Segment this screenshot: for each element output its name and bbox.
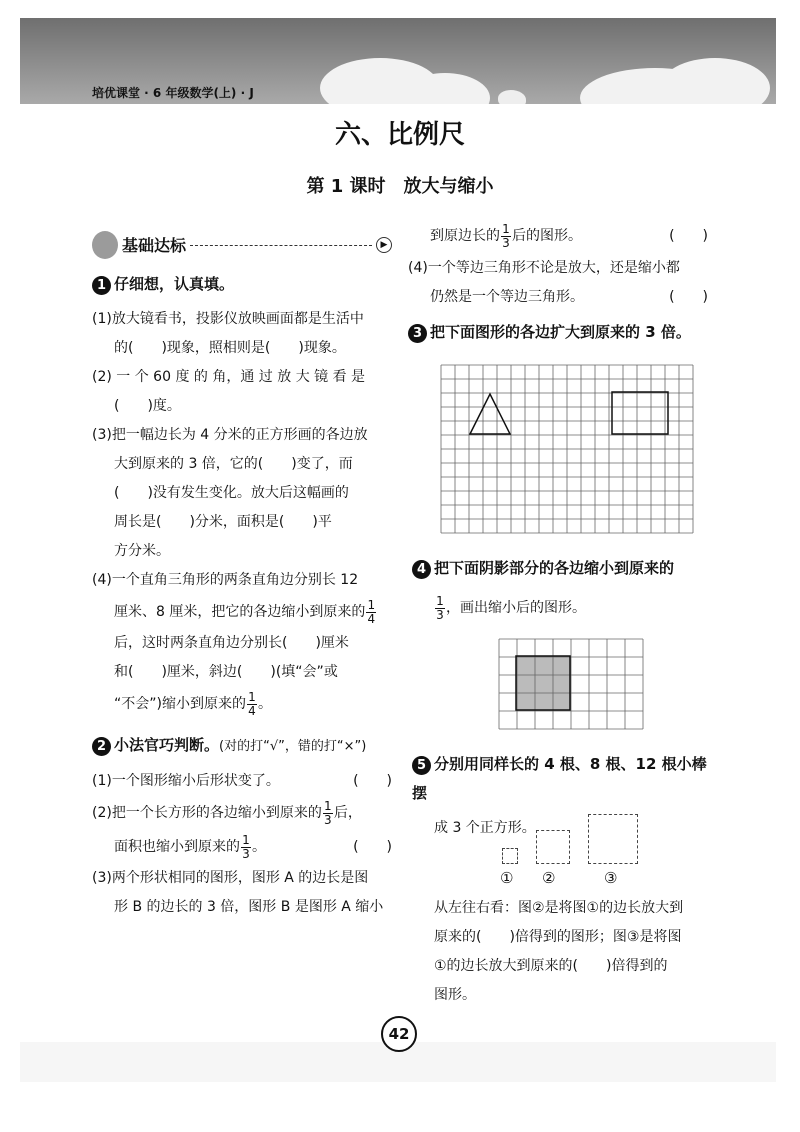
text-line: 原来的( )倍得到的图形；图③是将图 xyxy=(434,929,682,945)
denominator: 4 xyxy=(367,611,376,626)
text-span: 。 xyxy=(257,696,272,712)
numerator: 1 xyxy=(248,689,256,704)
stick-square-1 xyxy=(502,848,518,864)
question-note: (对的打“√”，错的打“×”) xyxy=(219,739,367,754)
text-line: (1)放大镜看书，投影仪放映画面都是生活中 xyxy=(92,311,364,327)
text-span: ，画出缩小后的图形。 xyxy=(446,600,586,616)
denominator: 3 xyxy=(324,812,332,827)
q2-item-2 xyxy=(92,796,392,864)
text-line: ( )没有发生变化。放大后这幅画的 xyxy=(114,485,349,501)
question-number-badge: 2 xyxy=(92,737,111,756)
q1-item-4 xyxy=(92,566,392,721)
stick-square-3 xyxy=(588,814,638,864)
text-line: (4)一个直角三角形的两条直角边分别长 12 xyxy=(92,572,359,588)
question-number-badge: 1 xyxy=(92,276,111,295)
fraction-one-fourth xyxy=(247,691,257,718)
text-line: 和( )厘米，斜边( )(填“会”或 xyxy=(114,664,338,680)
text-line: 成 3 个正方形。 xyxy=(434,820,536,836)
fraction-one-third xyxy=(241,834,251,861)
q1-item-1 xyxy=(92,305,392,363)
q3-grid[interactable] xyxy=(440,364,696,536)
text-line xyxy=(92,796,392,830)
answer-blank[interactable]: ( ) xyxy=(353,839,392,855)
fraction-one-fourth xyxy=(366,599,376,626)
text-line: (2) 一 个 60 度 的 角，通 过 放 大 镜 看 是 xyxy=(92,369,366,385)
text-span: 面积也缩小到原来的 xyxy=(114,839,240,855)
q1-item-2 xyxy=(92,363,392,421)
text-line: 大到原来的 3 倍，它的( )变了，而 xyxy=(114,456,353,472)
question-1-title xyxy=(92,270,392,299)
question-number-badge: 4 xyxy=(412,560,431,579)
figure-label: ③ xyxy=(604,869,618,887)
lesson-title: 第 1 课时 放大与缩小 xyxy=(306,176,494,197)
cloud-decoration xyxy=(660,58,770,104)
numerator: 1 xyxy=(502,221,510,236)
stick-square-2 xyxy=(536,830,570,864)
fraction-one-third xyxy=(323,800,333,827)
text-span: 到原边长的 xyxy=(430,228,500,244)
denominator: 3 xyxy=(502,235,510,250)
header-banner xyxy=(20,18,776,104)
question-text: 分别用同样长的 4 根、8 根、12 根小棒摆 xyxy=(412,755,707,802)
question-5-title xyxy=(412,750,712,808)
numerator: 1 xyxy=(324,798,332,813)
q2-item-3-start xyxy=(92,864,392,922)
text-line: 从左往右看：图②是将图①的边长放大到 xyxy=(434,900,684,916)
denominator: 4 xyxy=(248,703,256,718)
figure-label: ② xyxy=(542,869,556,887)
question-number-badge: 5 xyxy=(412,756,431,775)
fraction-one-third xyxy=(501,223,511,250)
text-span: 。 xyxy=(252,839,266,855)
answer-blank[interactable]: ( ) xyxy=(353,773,392,789)
question-4-block xyxy=(412,548,712,627)
question-text: 把下面图形的各边扩大到原来的 3 倍。 xyxy=(430,323,691,341)
bird-icon xyxy=(498,90,526,104)
question-3-title xyxy=(408,318,708,347)
triangle-shape xyxy=(470,394,510,434)
text-line: (3)把一幅边长为 4 分米的正方形画的各边放 xyxy=(92,427,368,443)
grid-lines xyxy=(441,365,693,533)
q4-grid[interactable] xyxy=(498,638,644,734)
text-line: 图形。 xyxy=(434,987,476,1003)
question-text: 小法官巧判断。 xyxy=(114,736,220,754)
section-header xyxy=(92,226,392,264)
chapter-title: 六、比例尺 xyxy=(334,120,465,150)
text-span: 厘米、8 厘米，把它的各边缩小到原来的 xyxy=(114,604,366,620)
text-line xyxy=(92,595,392,629)
section-title: 基础达标 xyxy=(122,235,187,255)
fraction-one-third xyxy=(435,595,445,622)
q2-item-3-end xyxy=(408,218,708,254)
question-5-block xyxy=(412,744,712,843)
text-line: ①的边长放大到原来的( )倍得到的 xyxy=(434,958,668,974)
q1-item-3 xyxy=(92,421,392,566)
page-number: 42 xyxy=(381,1016,417,1052)
text-line: ( )度。 xyxy=(114,398,181,414)
text-line: 的( )现象，照相则是( )现象。 xyxy=(114,340,346,356)
question-4-title xyxy=(412,554,712,583)
text-line xyxy=(412,589,712,627)
text-span: 后， xyxy=(333,805,362,821)
text-line: 方分米。 xyxy=(114,543,170,559)
dashed-divider xyxy=(190,245,372,246)
q5-text xyxy=(434,894,714,1010)
figure-label: ① xyxy=(500,869,514,887)
rectangle-shape xyxy=(612,392,668,434)
question-number-badge: 3 xyxy=(408,324,427,343)
text-line: 后，这时两条直角边分别长( )厘米 xyxy=(114,635,349,651)
play-arrow-icon: ▶ xyxy=(376,237,392,253)
numerator: 1 xyxy=(436,593,444,608)
denominator: 3 xyxy=(436,607,444,622)
question-text: 把下面阴影部分的各边缩小到原来的 xyxy=(434,559,675,577)
book-title: 培优课堂 · 6 年级数学(上) · J xyxy=(92,86,254,100)
question-2-title xyxy=(92,731,392,761)
mascot-icon xyxy=(92,231,118,259)
text-span: (2)把一个长方形的各边缩小到原来的 xyxy=(92,805,322,821)
numerator: 1 xyxy=(367,597,376,612)
text-span: “不会”)缩小到原来的 xyxy=(114,696,246,712)
text-line xyxy=(92,687,392,721)
answer-blank[interactable]: ( ) xyxy=(669,289,708,305)
question-text: 仔细想，认真填。 xyxy=(114,275,235,293)
text-line: (4)一个等边三角形不论是放大，还是缩小都 xyxy=(408,260,680,276)
text-line xyxy=(408,283,708,312)
text-line xyxy=(92,830,392,864)
text-span: 仍然是一个等边三角形。 xyxy=(430,289,584,305)
text-line: (3)两个形状相同的图形，图形 A 的边长是图 xyxy=(92,870,369,886)
numerator: 1 xyxy=(242,832,250,847)
q2-item-1 xyxy=(92,767,392,796)
left-column xyxy=(92,226,392,922)
denominator: 3 xyxy=(242,846,250,861)
q2-item-4 xyxy=(408,254,708,312)
right-column xyxy=(408,218,708,353)
shaded-square xyxy=(516,656,570,710)
answer-blank[interactable]: ( ) xyxy=(669,228,708,244)
text-span: 后的图形。 xyxy=(512,228,582,244)
text-line: 形 B 的边长的 3 倍，图形 B 是图形 A 缩小 xyxy=(114,899,384,915)
text-line: 周长是( )分米，面积是( )平 xyxy=(114,514,332,530)
text-span: (1)一个图形缩小后形状变了。 xyxy=(92,773,280,789)
